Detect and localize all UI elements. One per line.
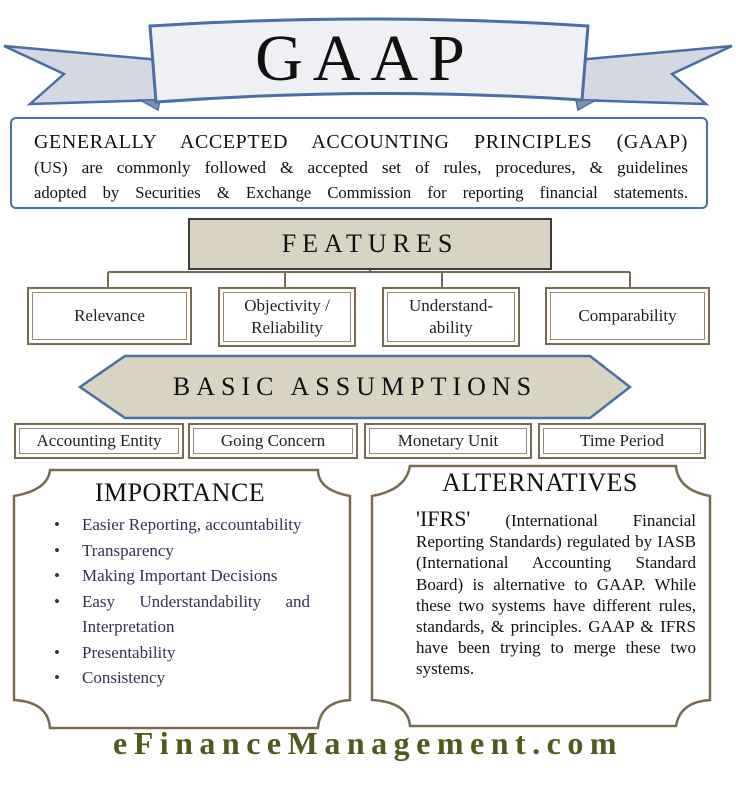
feature-comparability [545, 287, 710, 345]
feature-label: Understand- [408, 296, 494, 315]
definition-line-1: GENERALLY ACCEPTED ACCOUNTING PRINCIPLES (GAAP) [34, 131, 688, 153]
feature-relevance [27, 287, 192, 345]
feature-label: Comparability [578, 306, 677, 325]
feature-understandability [382, 287, 520, 347]
list-item: • Easier Reporting, accountability [52, 512, 310, 538]
importance-heading: IMPORTANCE [94, 478, 266, 507]
definition-box [10, 117, 708, 209]
basic-assumptions-heading: BASIC ASSUMPTIONS [172, 372, 538, 401]
features-connectors [108, 270, 630, 288]
list-item: • Presentability [52, 640, 310, 666]
features-heading: FEATURES [188, 218, 552, 270]
ribbon-left-tail [4, 46, 160, 104]
assumption-time-period: Time Period [538, 423, 706, 459]
alternatives-text [416, 508, 696, 680]
feature-label: Reliability [251, 318, 323, 337]
list-item: • Making Important Decisions [52, 563, 310, 589]
list-item: • Consistency [52, 665, 310, 691]
feature-label: ability [429, 318, 473, 337]
alternatives-body: (International Financial Reporting Standards) regulated by IASB (International Accounting Standard Board) is alternative to GAAP. While these two systems have different rules, standards, & principles. GAAP & IFRS have been trying to merge these two systems. [416, 511, 696, 679]
feature-objectivity [218, 287, 356, 347]
definition-line-2: (US) are commonly followed & accepted set of rules, procedures, & guidelines [34, 158, 688, 177]
footer-website: eFinanceManagement.com [112, 725, 623, 761]
list-item: • Transparency [52, 538, 310, 564]
feature-label: Objectivity / [244, 296, 330, 315]
list-item: • Easy Understandability and Interpretation [52, 589, 310, 640]
definition-line-3: adopted by Securities & Exchange Commission for reporting financial statements. [34, 183, 688, 202]
page-title: GAAP [255, 22, 475, 95]
ribbon-right-tail [576, 46, 732, 104]
assumption-monetary-unit: Monetary Unit [364, 423, 532, 459]
alternatives-heading: ALTERNATIVES [442, 468, 638, 497]
ribbon-right-fold [576, 100, 596, 110]
importance-list [52, 512, 310, 691]
assumption-going-concern: Going Concern [188, 423, 358, 459]
assumption-accounting-entity: Accounting Entity [14, 423, 184, 459]
ifrs-label: 'IFRS' [416, 506, 471, 531]
feature-label: Relevance [74, 306, 145, 325]
